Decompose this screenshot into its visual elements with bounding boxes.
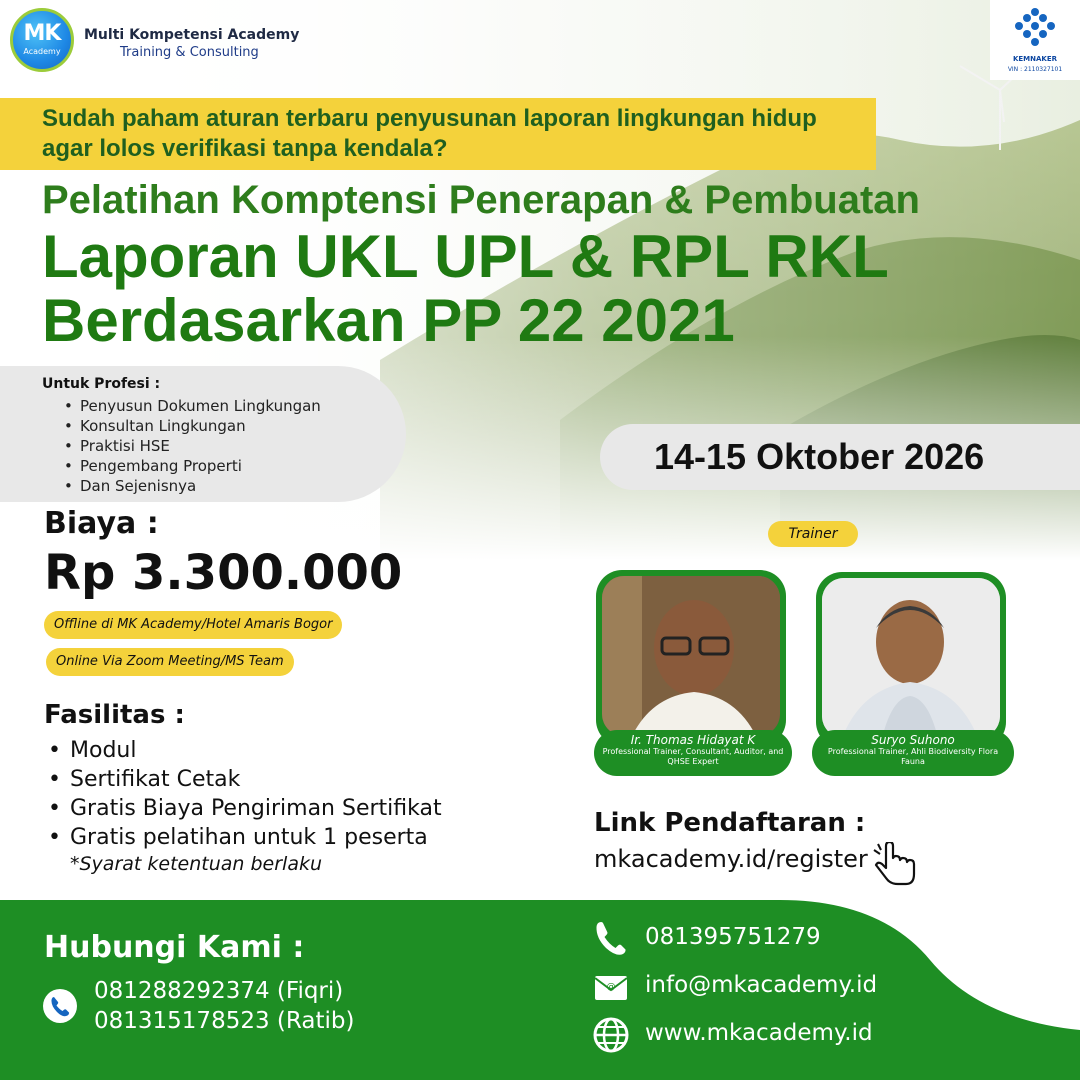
trainer-name-tag-2 <box>812 730 1014 776</box>
trainer-name: Ir. Thomas Hidayat K <box>630 733 756 747</box>
facility-item: • Sertifikat Cetak <box>46 765 442 794</box>
price: Rp 3.300.000 <box>44 545 403 601</box>
cost-label: Biaya : <box>44 506 159 541</box>
registration-link[interactable]: mkacademy.id/register <box>594 845 868 873</box>
profession-item: • Praktisi HSE <box>64 436 321 456</box>
logo-sub-text: Academy <box>23 47 61 56</box>
title-line-3: Berdasarkan PP 22 2021 <box>42 287 735 354</box>
facilities-list <box>46 736 442 852</box>
org-tagline: Training & Consulting <box>120 45 259 60</box>
offline-location-pill: Offline di MK Academy/Hotel Amaris Bogor <box>44 611 342 639</box>
phone-handset-icon <box>594 920 628 958</box>
facility-item: • Gratis Biaya Pengiriman Sertifikat <box>46 794 442 823</box>
trainer-photo-frame-1 <box>596 570 786 746</box>
phone-icon <box>42 988 78 1024</box>
trainer-role: Professional Trainer, Ahli Biodiversity Flora Fauna <box>827 747 999 766</box>
facilities-note: *Syarat ketentuan berlaku <box>70 853 323 875</box>
mk-academy-logo <box>10 8 74 72</box>
globe-icon <box>592 1016 630 1054</box>
facility-item: • Gratis pelatihan untuk 1 peserta <box>46 823 442 852</box>
profession-heading: Untuk Profesi : <box>42 376 161 392</box>
trainer-label: Trainer <box>768 521 858 547</box>
trainer-2-portrait-icon <box>822 578 1000 738</box>
trainer-role: Professional Trainer, Consultant, Auditor, and QHSE Expert <box>602 747 784 766</box>
contact-phone-1[interactable]: 081288292374 (Fiqri) <box>94 978 344 1004</box>
trainer-name: Suryo Suhono <box>871 733 955 747</box>
office-phone[interactable]: 081395751279 <box>645 924 821 950</box>
kemnaker-badge <box>990 0 1080 80</box>
trainer-photo-2 <box>822 578 1000 738</box>
trainer-1-portrait-icon <box>602 576 780 736</box>
org-name: Multi Kompetensi Academy <box>84 27 300 43</box>
email-icon <box>594 972 628 1002</box>
profession-item: • Dan Sejenisnya <box>64 476 321 496</box>
contact-website[interactable]: www.mkacademy.id <box>645 1020 873 1046</box>
contact-phone-2[interactable]: 081315178523 (Ratib) <box>94 1008 355 1034</box>
contact-email[interactable]: info@mkacademy.id <box>645 972 878 998</box>
kemnaker-label: KEMNAKER <box>1012 55 1058 63</box>
question-banner <box>0 98 876 170</box>
registration-label: Link Pendaftaran : <box>594 808 866 838</box>
profession-item: • Pengembang Properti <box>64 456 321 476</box>
kemnaker-vin: VIN : 2110327101 <box>1007 66 1063 73</box>
event-date: 14-15 Oktober 2026 <box>654 436 985 477</box>
profession-box <box>0 366 406 502</box>
svg-text:@: @ <box>606 982 616 992</box>
question-text: Sudah paham aturan terbaru penyusunan laporan lingkungan hidup agar lolos verifikasi tanpa kendala? <box>42 105 817 162</box>
profession-item: • Penyusun Dokumen Lingkungan <box>64 396 321 416</box>
trainer-photo-1 <box>602 576 780 736</box>
contact-label: Hubungi Kami : <box>44 930 305 965</box>
title-line-1: Pelatihan Komptensi Penerapan & Pembuatan <box>42 178 920 222</box>
hand-pointer-icon <box>872 842 920 888</box>
trainer-photo-frame-2 <box>816 572 1006 748</box>
facility-item: • Modul <box>46 736 442 765</box>
online-location-pill: Online Via Zoom Meeting/MS Team <box>46 648 294 676</box>
trainer-name-tag-1 <box>594 730 792 776</box>
kemnaker-logo-icon <box>1010 4 1060 54</box>
date-box <box>600 424 1080 490</box>
facilities-label: Fasilitas : <box>44 700 185 730</box>
profession-item: • Konsultan Lingkungan <box>64 416 321 436</box>
logo-mk-text: MK <box>23 21 61 46</box>
profession-list <box>64 396 321 496</box>
title-line-2: Laporan UKL UPL & RPL RKL <box>42 223 889 290</box>
